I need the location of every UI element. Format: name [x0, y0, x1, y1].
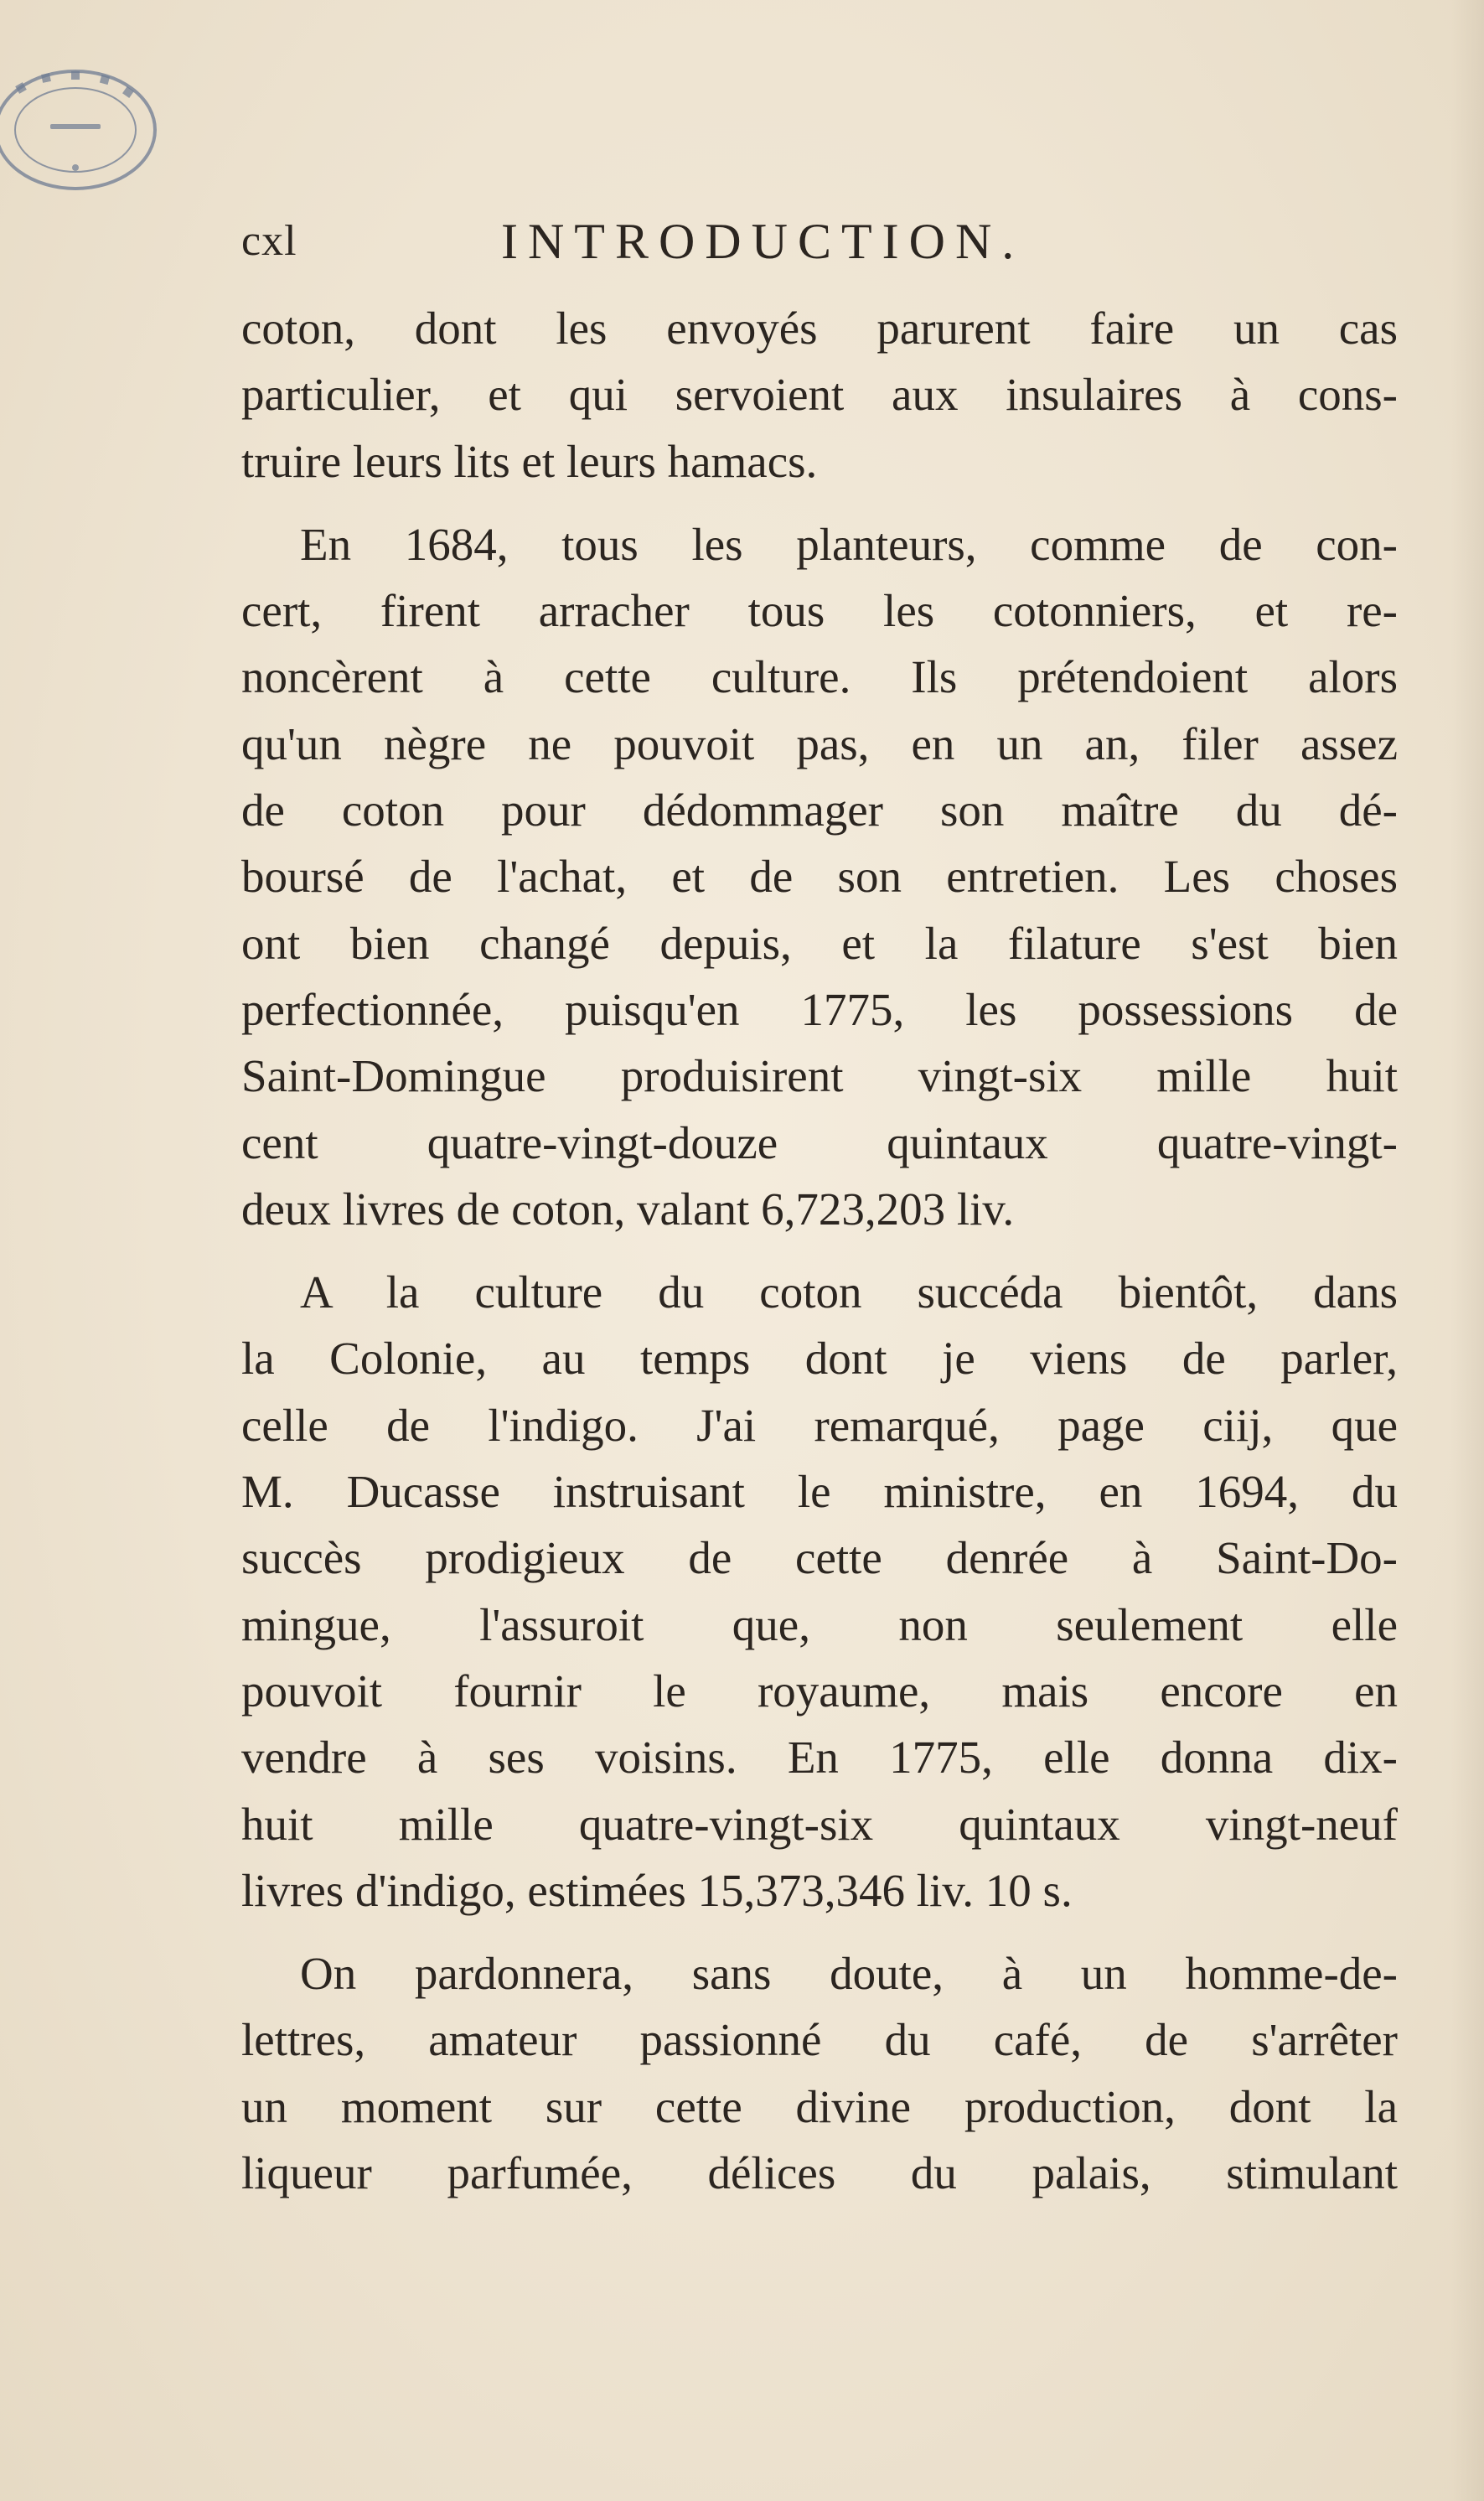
text-line: cent quatre-vingt-douze quintaux quatre-vingt-: [241, 1116, 1398, 1168]
text-line: huit mille quatre-vingt-six quintaux vingt-neuf: [241, 1798, 1398, 1850]
text-line: lettres, amateur passionné du café, de s'arrêter: [241, 2014, 1398, 2066]
text-line: pouvoit fournir le royaume, mais encore en: [241, 1665, 1398, 1717]
text-line: boursé de l'achat, et de son entretien. Les choses: [241, 851, 1398, 903]
text-line: succès prodigieux de cette denrée à Saint-Do-: [241, 1532, 1398, 1584]
body-text: [241, 295, 1398, 2206]
text-line: noncèrent à cette culture. Ils prétendoient alors: [241, 651, 1398, 703]
text-line: de coton pour dédommager son maître du dé-: [241, 784, 1398, 836]
text-line: livres d'indigo, estimées 15,373,346 liv. 10 s.: [241, 1864, 1073, 1916]
text-line: coton, dont les envoyés parurent faire un cas: [241, 303, 1398, 354]
page-edge-shadow: [1450, 0, 1484, 2501]
text-line: truire leurs lits et leurs hamacs.: [241, 435, 818, 487]
running-header: [241, 208, 1398, 275]
paragraph-4: [241, 1940, 1398, 2206]
paragraph-3: [241, 1259, 1398, 1924]
text-line: un moment sur cette divine production, dont la: [241, 2080, 1398, 2132]
text-line: liqueur parfumée, délices du palais, stimulant: [241, 2147, 1398, 2199]
text-line: M. Ducasse instruisant le ministre, en 1694, du: [241, 1466, 1398, 1518]
text-line: deux livres de coton, valant 6,723,203 liv.: [241, 1183, 1015, 1235]
running-title: INTRODUCTION.: [501, 214, 1025, 269]
page-number: cxl: [241, 217, 297, 265]
paragraph-1: [241, 295, 1398, 495]
text-line: Saint-Domingue produisirent vingt-six mille huit: [241, 1050, 1398, 1102]
text-line: A la culture du coton succéda bientôt, dans: [300, 1266, 1398, 1318]
text-line: En 1684, tous les planteurs, comme de con-: [300, 518, 1398, 570]
paragraph-2: [241, 511, 1398, 1242]
text-line: ont bien changé depuis, et la filature s'est bien: [241, 917, 1398, 969]
text-line: particulier, et qui servoient aux insulaires à cons-: [241, 369, 1398, 421]
text-line: On pardonnera, sans doute, à un homme-de-: [300, 1948, 1398, 2000]
text-line: cert, firent arracher tous les cotonniers, et re-: [241, 585, 1398, 637]
text-line: la Colonie, au temps dont je viens de parler,: [241, 1333, 1398, 1385]
text-line: mingue, l'assuroit que, non seulement elle: [241, 1598, 1398, 1650]
text-line: celle de l'indigo. J'ai remarqué, page ciij, que: [241, 1399, 1398, 1451]
text-line: vendre à ses voisins. En 1775, elle donna dix-: [241, 1732, 1398, 1784]
library-stamp: [0, 50, 176, 210]
text-line: perfectionnée, puisqu'en 1775, les possessions de: [241, 983, 1398, 1035]
text-line: qu'un nègre ne pouvoit pas, en un an, filer assez: [241, 717, 1398, 769]
